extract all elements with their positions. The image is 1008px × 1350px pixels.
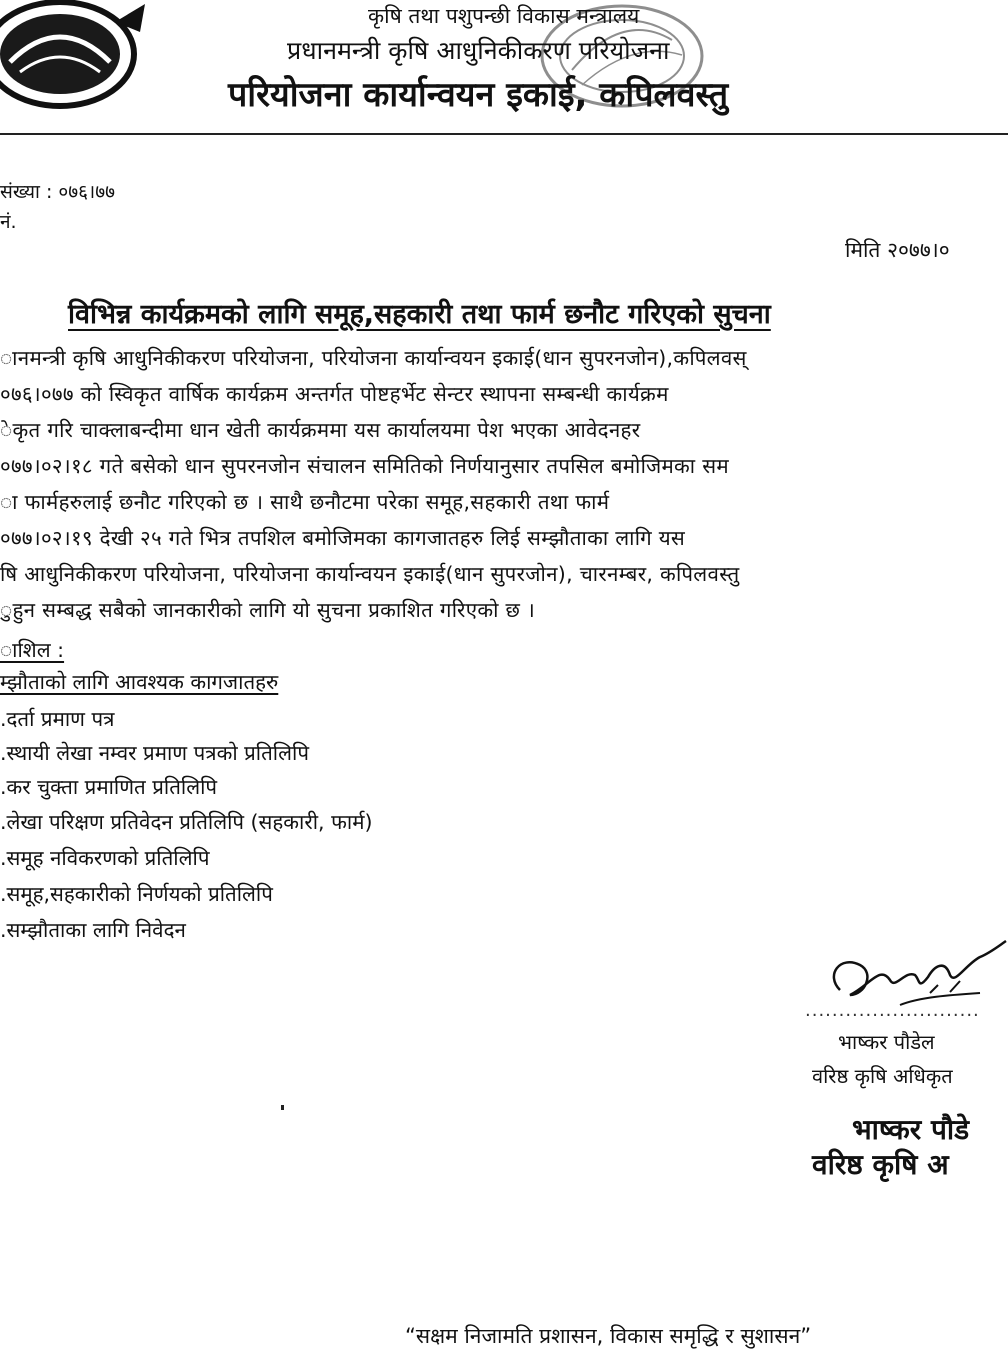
body-line: षि आधुनिकीकरण परियोजना, परियोजना कार्यान्वयन इकाई(धान सुपरजोन), चारनम्बर, कपिलवस्तु [0,562,740,586]
nepal-emblem-icon [0,0,155,112]
footer-slogan: “सक्षम निजामति प्रशासन, विकास समृद्धि र सुशासन” [405,1324,812,1348]
name-stamp-designation: वरिष्ठ कृषि अ [812,1148,949,1181]
body-line: ा फार्महरुलाई छनौट गरिएको छ । साथै छनौटमा परेका समूह,सहकारी तथा फार्म [0,490,610,514]
office-name: परियोजना कार्यान्वयन इकाई, कपिलवस्तु [228,75,729,115]
tapasil-heading: ाशिल : [0,638,65,662]
body-line: ०७६।०७७ को स्विकृत वार्षिक कार्यक्रम अन्तर्गत पोष्टहर्भेट सेन्टर स्थापना सम्बन्धी कार्यक्रम [0,382,669,406]
notice-title: विभिन्न कार्यक्रमको लागि समूह,सहकारी तथा फार्म छनौट गरिएको सुचना [68,299,771,330]
documents-heading: म्झौताको लागि आवश्यक कागजातहरु [0,670,279,694]
document-item: .स्थायी लेखा नम्वर प्रमाण पत्रको प्रतिलिपि [0,741,309,765]
header-divider [0,133,1008,135]
document-item: .दर्ता प्रमाण पत्र [0,707,115,731]
letter-number: संख्या : ०७६।७७ [0,181,115,203]
body-line: ुहुन सम्बद्ध सबैको जानकारीको लागि यो सुचना प्रकाशित गरिएको छ । [0,598,536,622]
signatory-designation: वरिष्ठ कृषि अधिकृत [812,1064,953,1088]
signature-line: .......................... [805,1000,980,1021]
body-line: ०७७।०२।१८ गते बसेको धान सुपरनजोन संचालन समितिको निर्णयानुसार तपसिल बमोजिमका सम [0,454,729,478]
document-item: .सम्झौताका लागि निवेदन [0,918,186,942]
project-name: प्रधानमन्त्री कृषि आधुनिकीकरण परियोजना [287,36,670,65]
document-item: .लेखा परिक्षण प्रतिवेदन प्रतिलिपि (सहकारी, फार्म) [0,810,373,834]
body-line: ०७७।०२।१९ देखी २५ गते भित्र तपशिल बमोजिमका कागजातहरु लिई सम्झौताका लागि यस [0,526,686,550]
document-item: .समूह,सहकारीको निर्णयको प्रतिलिपि [0,882,273,906]
body-line: ानमन्त्री कृषि आधुनिकीकरण परियोजना, परियोजना कार्यान्वयन इकाई(धान सुपरनजोन),कपिलवस् [0,346,747,370]
name-stamp-name: भाष्कर पौडे [852,1113,970,1146]
ministry-name: कृषि तथा पशुपन्छी विकास मन्त्रालय [368,4,640,28]
body-line: ेकृत गरि चाक्लाबन्दीमा धान खेती कार्यक्रममा यस कार्यालयमा पेश भएका आवेदनहर [0,418,641,442]
document-item: .कर चुक्ता प्रमाणित प्रतिलिपि [0,775,218,799]
stray-mark [281,1105,284,1110]
document-item: .समूह नविकरणको प्रतिलिपि [0,846,210,870]
signatory-name: भाष्कर पौडेल [838,1030,935,1054]
dispatch-number: नं. [0,211,17,233]
letter-date: मिति २०७७।० [845,238,950,262]
